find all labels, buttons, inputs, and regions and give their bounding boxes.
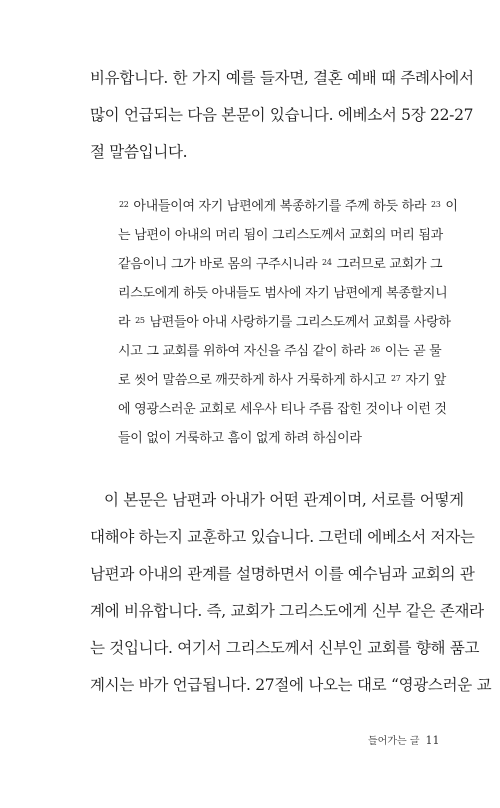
- body-line-2: 대해야 하는지 교훈하고 있습니다. 그런데 에베소서 저자는: [90, 528, 475, 546]
- body-line-1: 이 본문은 남편과 아내가 어떤 관계이며, 서로를 어떻게: [104, 491, 464, 509]
- quote-line: [118, 253, 442, 272]
- quote-text: 는 남편이 아내의 머리 됨이 그리스도께서 교회의 머리 됨과: [118, 228, 443, 243]
- quote-text: 이는 곧 물: [380, 344, 442, 359]
- verse-number: 23: [430, 200, 441, 209]
- intro-line-3: 절 말씀입니다.: [90, 143, 188, 161]
- quote-line: [118, 369, 446, 388]
- body-line-5: 는 것입니다. 여기서 그리스도께서 신부인 교회를 향해 품고: [90, 639, 480, 657]
- quote-line: [118, 340, 441, 359]
- page-number: 11: [425, 734, 440, 747]
- quote-line: [118, 224, 443, 243]
- body-line-6: 계시는 바가 언급됩니다. 27절에 나오는 대로 “영광스러운 교: [90, 676, 492, 694]
- intro-line-2: 많이 언급되는 다음 본문이 있습니다. 에베소서 5장 22-27: [90, 106, 474, 124]
- quote-text: 리스도에게 하듯 아내들도 범사에 자기 남편에게 복종할지니: [118, 286, 448, 301]
- quote-text: 자기 앞: [401, 373, 447, 388]
- quote-text: 로 씻어 말씀으로 깨끗하게 하사 거룩하게 하시고: [118, 373, 390, 388]
- quote-text: 그러므로 교회가 그: [332, 257, 443, 272]
- running-section-title: 들어가는 글: [368, 736, 420, 747]
- verse-number: 24: [322, 258, 332, 267]
- quote-text: 들이 없이 거룩하고 흠이 없게 하려 하심이라: [118, 431, 362, 446]
- body-line-4: 계에 비유합니다. 즉, 교회가 그리스도에게 신부 같은 존재라: [90, 602, 484, 620]
- quote-line: [118, 311, 451, 330]
- quote-text: 아내들이여 자기 남편에게 복종하기를 주께 하듯 하라: [129, 199, 430, 214]
- quote-text: 라: [118, 315, 135, 330]
- intro-line-1: 비유합니다. 한 가지 예를 들자면, 결혼 예배 때 주례사에서: [90, 69, 474, 87]
- verse-number: 26: [370, 345, 380, 354]
- verse-number: 22: [119, 200, 129, 209]
- body-line-3: 남편과 아내의 관계를 설명하면서 이를 예수님과 교회의 관: [90, 565, 475, 583]
- verse-number: 27: [391, 374, 401, 383]
- page-footer: [368, 732, 439, 747]
- quote-line: [118, 427, 362, 446]
- verse-number: 25: [135, 316, 145, 325]
- quote-line: [118, 282, 447, 301]
- quote-line: [118, 398, 447, 417]
- quote-line: [118, 195, 458, 214]
- quote-text: 남편들아 아내 사랑하기를 그리스도께서 교회를 사랑하: [145, 315, 451, 330]
- quote-text: 시고 그 교회를 위하여 자신을 주심 같이 하라: [118, 344, 370, 359]
- quote-text: 같음이니 그가 바로 몸의 구주시니라: [118, 257, 322, 272]
- quote-text: 이: [441, 199, 458, 214]
- quote-text: 에 영광스러운 교회로 세우사 티나 주름 잡힌 것이나 이런 것: [118, 402, 447, 417]
